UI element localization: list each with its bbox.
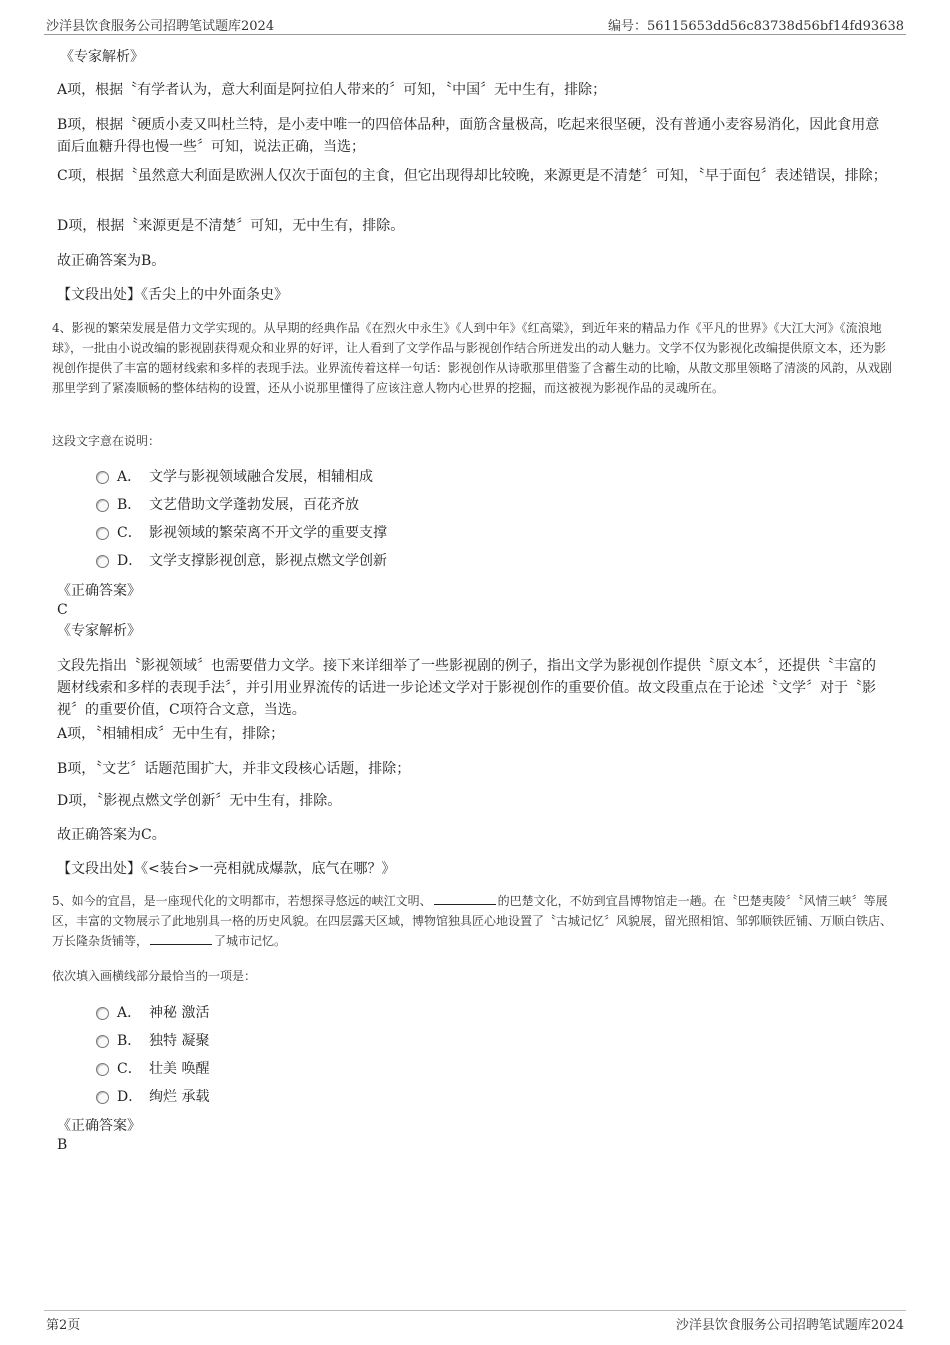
header-title: 沙洋县饮食服务公司招聘笔试题库2024 — [46, 19, 275, 34]
q4-stem: 4、影视的繁荣发展是借力文学实现的。从早期的经典作品《在烈火中永生》《人到中年》《红高粱》，到近年来的精品力作《平凡的世界》《大江大河》《流浪地球》，一批由小说改编的影视剧获得观众和业界的好评，让人看到了文学作品与影视创作结合所迸发出的动人魅力。文学不仅为影视化改编提供原文本，还为影视创作提供了丰富的题材线索和多样的表现手法。业界流传着这样一句话：影视创作从诗歌那里借鉴了含蓄生动的比喻，从散文那里领略了清淡的风韵，从戏剧那里学到了紧凑顺畅的整体结构的设置，还从小说那里懂得了应该注意人物内心世界的挖掘，而这被视为影视作品的灵魂所在。 — [52, 321, 893, 395]
fill-blank-2 — [150, 932, 212, 945]
q5-answer-title: 《正确答案》 — [57, 1118, 141, 1134]
radio-icon[interactable] — [96, 555, 109, 568]
q3-analysis-a: A项，根据〝有学者认为，意大利面是阿拉伯人带来的〞可知，〝中国〞无中生有，排除； — [57, 82, 607, 98]
q4-option-c[interactable] — [96, 523, 387, 543]
page-header — [44, 14, 906, 35]
q4-option-d[interactable] — [96, 551, 387, 571]
q4-option-a[interactable] — [96, 467, 373, 487]
option-letter: B． — [117, 497, 142, 513]
radio-icon[interactable] — [96, 1007, 109, 1020]
q3-expert-title: 《专家解析》 — [60, 49, 144, 65]
fill-blank-1 — [434, 892, 496, 905]
q3-source: 【文段出处】《舌尖上的中外面条史》 — [57, 287, 288, 303]
q3-analysis-d: D项，根据〝来源更是不清楚〞可知，无中生有，排除。 — [57, 218, 405, 234]
option-letter: A． — [117, 1005, 142, 1021]
q4-source: 【文段出处】《<装台>一亮相就成爆款，底气在哪？》 — [57, 861, 396, 877]
page-footer — [44, 1310, 906, 1333]
q5-prompt: 依次填入画横线部分最恰当的一项是： — [52, 969, 257, 983]
option-text: 壮美 唤醒 — [149, 1061, 210, 1077]
option-text: 文学与影视领域融合发展，相辅相成 — [149, 469, 373, 485]
option-text: 独特 凝聚 — [149, 1033, 210, 1049]
option-text: 文学支撑影视创意，影视点燃文学创新 — [149, 553, 387, 569]
q5-stem-part-3: 了城市记忆。 — [214, 934, 287, 948]
option-text: 神秘 激活 — [149, 1005, 210, 1021]
radio-icon[interactable] — [96, 1063, 109, 1076]
q4-prompt: 这段文字意在说明： — [52, 434, 161, 448]
q5-option-c[interactable] — [96, 1059, 209, 1079]
header-doc-id: 编号：56115653dd56c83738d56bf14fd93638 — [607, 19, 904, 34]
q4-conclusion: 故正确答案为C。 — [57, 827, 166, 843]
radio-icon[interactable] — [96, 1091, 109, 1104]
q4-answer: C — [57, 602, 68, 618]
q5-stem — [52, 891, 892, 951]
radio-icon[interactable] — [96, 499, 109, 512]
q3-analysis-b: B项，根据〝硬质小麦又叫杜兰特，是小麦中唯一的四倍体品种，面筋含量极高，吃起来很坚硬，没有普通小麦容易消化，因此食用意面后血糖升得也慢一些〞可知，说法正确，当选； — [57, 117, 880, 155]
option-text: 文艺借助文学蓬勃发展，百花齐放 — [149, 497, 359, 513]
footer-title: 沙洋县饮食服务公司招聘笔试题库2024 — [675, 1318, 904, 1333]
page-number: 第2页 — [46, 1318, 81, 1333]
q5-stem-part-2: 的巴楚文化，不妨到宜昌博物馆走一趟。在〝巴楚夷陵〞〝风情三峡〞等展区，丰富的文物展示了此地别具一格的历史风貌。在四层露天区域，博物馆独具匠心地设置了〝古城记忆〞风貌展，留光照相馆、邹郭顺铁匠铺、万顺白铁店、万长隆杂货铺等， — [52, 894, 893, 948]
option-letter: D． — [117, 553, 143, 569]
q5-option-b[interactable] — [96, 1031, 209, 1051]
option-letter: C． — [117, 525, 142, 541]
option-text: 绚烂 承载 — [149, 1089, 210, 1105]
q5-option-a[interactable] — [96, 1003, 209, 1023]
q4-expert-title: 《专家解析》 — [57, 623, 141, 639]
radio-icon[interactable] — [96, 527, 109, 540]
radio-icon[interactable] — [96, 1035, 109, 1048]
q5-answer: B — [57, 1137, 68, 1153]
q3-analysis-c: C项，根据〝虽然意大利面是欧洲人仅次于面包的主食，但它出现得却比较晚，来源更是不清楚〞可知，〝早于面包〞表述错误，排除； — [57, 168, 887, 184]
q5-stem-part-1: 5、如今的宜昌，是一座现代化的文明都市，若想探寻悠远的峡江文明、 — [52, 894, 432, 908]
option-letter: C． — [117, 1061, 142, 1077]
q5-option-d[interactable] — [96, 1087, 209, 1107]
q4-answer-title: 《正确答案》 — [57, 583, 141, 599]
option-letter: D． — [117, 1089, 143, 1105]
q4-analysis-d: D项，〝影视点燃文学创新〞无中生有，排除。 — [57, 793, 342, 809]
q3-conclusion: 故正确答案为B。 — [57, 253, 166, 269]
q4-option-b[interactable] — [96, 495, 359, 515]
option-letter: B． — [117, 1033, 142, 1049]
radio-icon[interactable] — [96, 471, 109, 484]
q4-analysis-a: A项，〝相辅相成〞无中生有，排除； — [57, 726, 285, 742]
option-text: 影视领域的繁荣离不开文学的重要支撑 — [149, 525, 387, 541]
option-letter: A． — [117, 469, 142, 485]
q4-analysis: 文段先指出〝影视领域〞也需要借力文学。接下来详细举了一些影视剧的例子，指出文学为影视创作提供〝原文本〞，还提供〝丰富的题材线索和多样的表现手法〞，并引用业界流传的话进一步论述文学对于影视创作的重要价值。故文段重点在于论述〝文学〞对于〝影视〞的重要价值，C项符合文意，当选。 — [57, 658, 876, 718]
q4-analysis-b: B项，〝文艺〞话题范围扩大，并非文段核心话题，排除； — [57, 761, 411, 777]
